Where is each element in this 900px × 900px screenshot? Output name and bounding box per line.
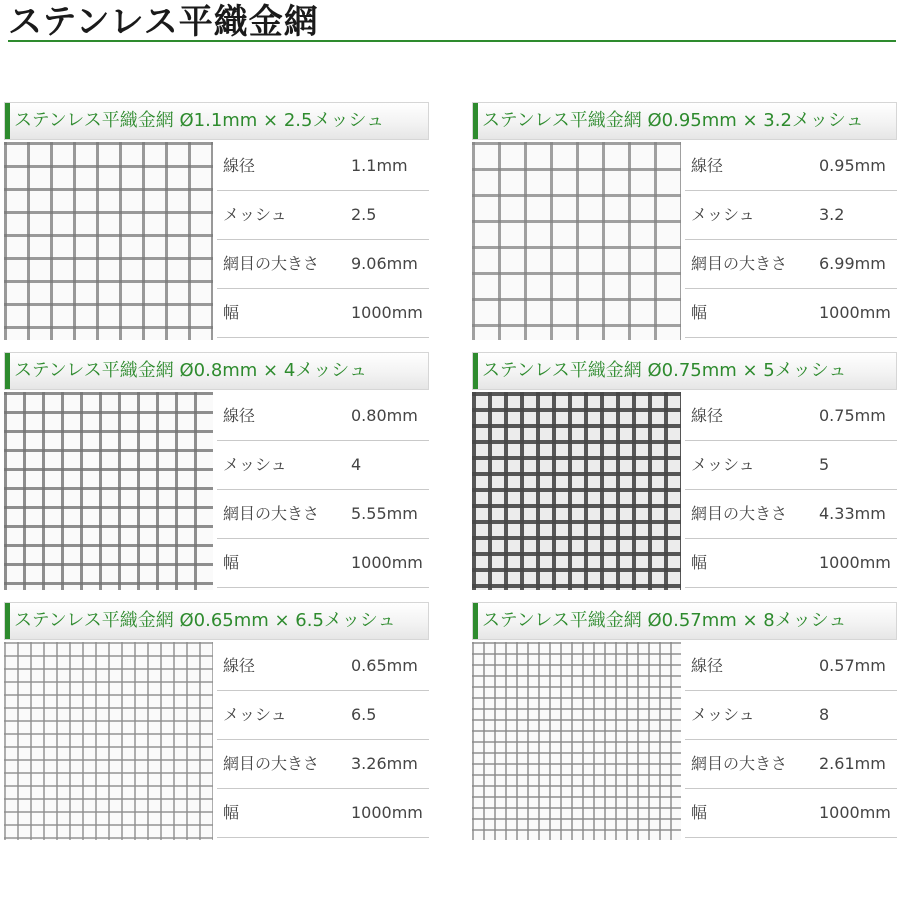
spec-row (685, 191, 897, 240)
spec-value: 5.55mm (351, 504, 418, 523)
spec-row (685, 539, 897, 588)
spec-table (217, 392, 429, 588)
page-title: ステンレス平織金網 (8, 2, 319, 42)
product-heading-bar (4, 602, 429, 640)
spec-value: 2.61mm (819, 754, 886, 773)
product-heading: ステンレス平織金網 Ø0.75mm × 5メッシュ (482, 360, 847, 381)
spec-value: 8 (819, 705, 830, 724)
wire-mesh-photo-icon (4, 642, 213, 840)
wire-mesh-photo-icon (472, 142, 681, 340)
spec-value: 0.57mm (819, 656, 886, 675)
spec-value: 1000mm (819, 803, 891, 822)
spec-row (685, 740, 897, 789)
spec-value: 1000mm (351, 303, 423, 322)
heading-accent (5, 103, 10, 139)
spec-value: 6.5 (351, 705, 377, 724)
spec-row (685, 289, 897, 338)
spec-row (217, 441, 429, 490)
spec-label: 線径 (691, 156, 724, 175)
spec-label: メッシュ (691, 705, 755, 724)
spec-label: 網目の大きさ (691, 254, 788, 273)
product-card (4, 352, 429, 590)
spec-label: 線径 (223, 406, 256, 425)
spec-value: 1.1mm (351, 156, 408, 175)
spec-value: 9.06mm (351, 254, 418, 273)
spec-row (217, 691, 429, 740)
spec-row (685, 240, 897, 289)
spec-value: 0.75mm (819, 406, 886, 425)
title-divider (8, 40, 896, 42)
spec-label: 幅 (223, 303, 240, 322)
spec-row (217, 539, 429, 588)
spec-row (685, 642, 897, 691)
product-heading-bar (472, 102, 897, 140)
spec-value: 4 (351, 455, 362, 474)
spec-row (685, 789, 897, 838)
product-card (472, 352, 897, 590)
spec-row (217, 490, 429, 539)
spec-row (685, 490, 897, 539)
spec-label: 幅 (223, 553, 240, 572)
spec-row (685, 691, 897, 740)
spec-label: 線径 (223, 156, 256, 175)
wire-mesh-photo-icon (4, 392, 213, 590)
spec-row (217, 240, 429, 289)
spec-label: 網目の大きさ (691, 754, 788, 773)
spec-value: 0.65mm (351, 656, 418, 675)
spec-value: 1000mm (819, 553, 891, 572)
spec-row (217, 789, 429, 838)
spec-table (685, 642, 897, 838)
product-card (4, 602, 429, 840)
spec-row (685, 392, 897, 441)
spec-row (685, 142, 897, 191)
spec-row (217, 392, 429, 441)
product-heading: ステンレス平織金網 Ø0.57mm × 8メッシュ (482, 610, 847, 631)
heading-accent (473, 603, 478, 639)
spec-row (217, 142, 429, 191)
spec-value: 1000mm (351, 553, 423, 572)
spec-table (685, 392, 897, 588)
spec-value: 6.99mm (819, 254, 886, 273)
spec-label: 網目の大きさ (223, 254, 320, 273)
product-heading: ステンレス平織金網 Ø0.65mm × 6.5メッシュ (14, 610, 396, 631)
spec-row (685, 441, 897, 490)
spec-label: 網目の大きさ (223, 504, 320, 523)
product-card (472, 102, 897, 340)
product-card (472, 602, 897, 840)
wire-mesh-photo-icon (472, 392, 681, 590)
spec-label: 幅 (691, 303, 708, 322)
spec-table (217, 642, 429, 838)
spec-value: 3.26mm (351, 754, 418, 773)
spec-label: 網目の大きさ (691, 504, 788, 523)
spec-row (217, 289, 429, 338)
spec-value: 2.5 (351, 205, 377, 224)
spec-table (217, 142, 429, 338)
product-heading-bar (4, 102, 429, 140)
spec-value: 1000mm (351, 803, 423, 822)
heading-accent (5, 353, 10, 389)
heading-accent (473, 103, 478, 139)
wire-mesh-photo-icon (472, 642, 681, 840)
spec-value: 4.33mm (819, 504, 886, 523)
spec-label: 幅 (691, 553, 708, 572)
spec-label: 網目の大きさ (223, 754, 320, 773)
product-heading: ステンレス平織金網 Ø1.1mm × 2.5メッシュ (14, 110, 385, 131)
spec-row (217, 740, 429, 789)
product-heading: ステンレス平織金網 Ø0.8mm × 4メッシュ (14, 360, 367, 381)
heading-accent (473, 353, 478, 389)
spec-label: 幅 (691, 803, 708, 822)
spec-label: メッシュ (223, 205, 287, 224)
wire-mesh-photo-icon (4, 142, 213, 340)
spec-label: 線径 (223, 656, 256, 675)
product-heading-bar (472, 352, 897, 390)
spec-label: 線径 (691, 656, 724, 675)
spec-value: 3.2 (819, 205, 845, 224)
spec-label: メッシュ (691, 205, 755, 224)
spec-value: 0.80mm (351, 406, 418, 425)
heading-accent (5, 603, 10, 639)
product-card (4, 102, 429, 340)
spec-label: 幅 (223, 803, 240, 822)
spec-value: 1000mm (819, 303, 891, 322)
spec-label: メッシュ (223, 455, 287, 474)
spec-label: メッシュ (691, 455, 755, 474)
spec-table (685, 142, 897, 338)
product-heading: ステンレス平織金網 Ø0.95mm × 3.2メッシュ (482, 110, 864, 131)
spec-value: 5 (819, 455, 830, 474)
product-heading-bar (4, 352, 429, 390)
spec-row (217, 191, 429, 240)
spec-label: メッシュ (223, 705, 287, 724)
spec-row (217, 642, 429, 691)
product-heading-bar (472, 602, 897, 640)
spec-value: 0.95mm (819, 156, 886, 175)
spec-label: 線径 (691, 406, 724, 425)
